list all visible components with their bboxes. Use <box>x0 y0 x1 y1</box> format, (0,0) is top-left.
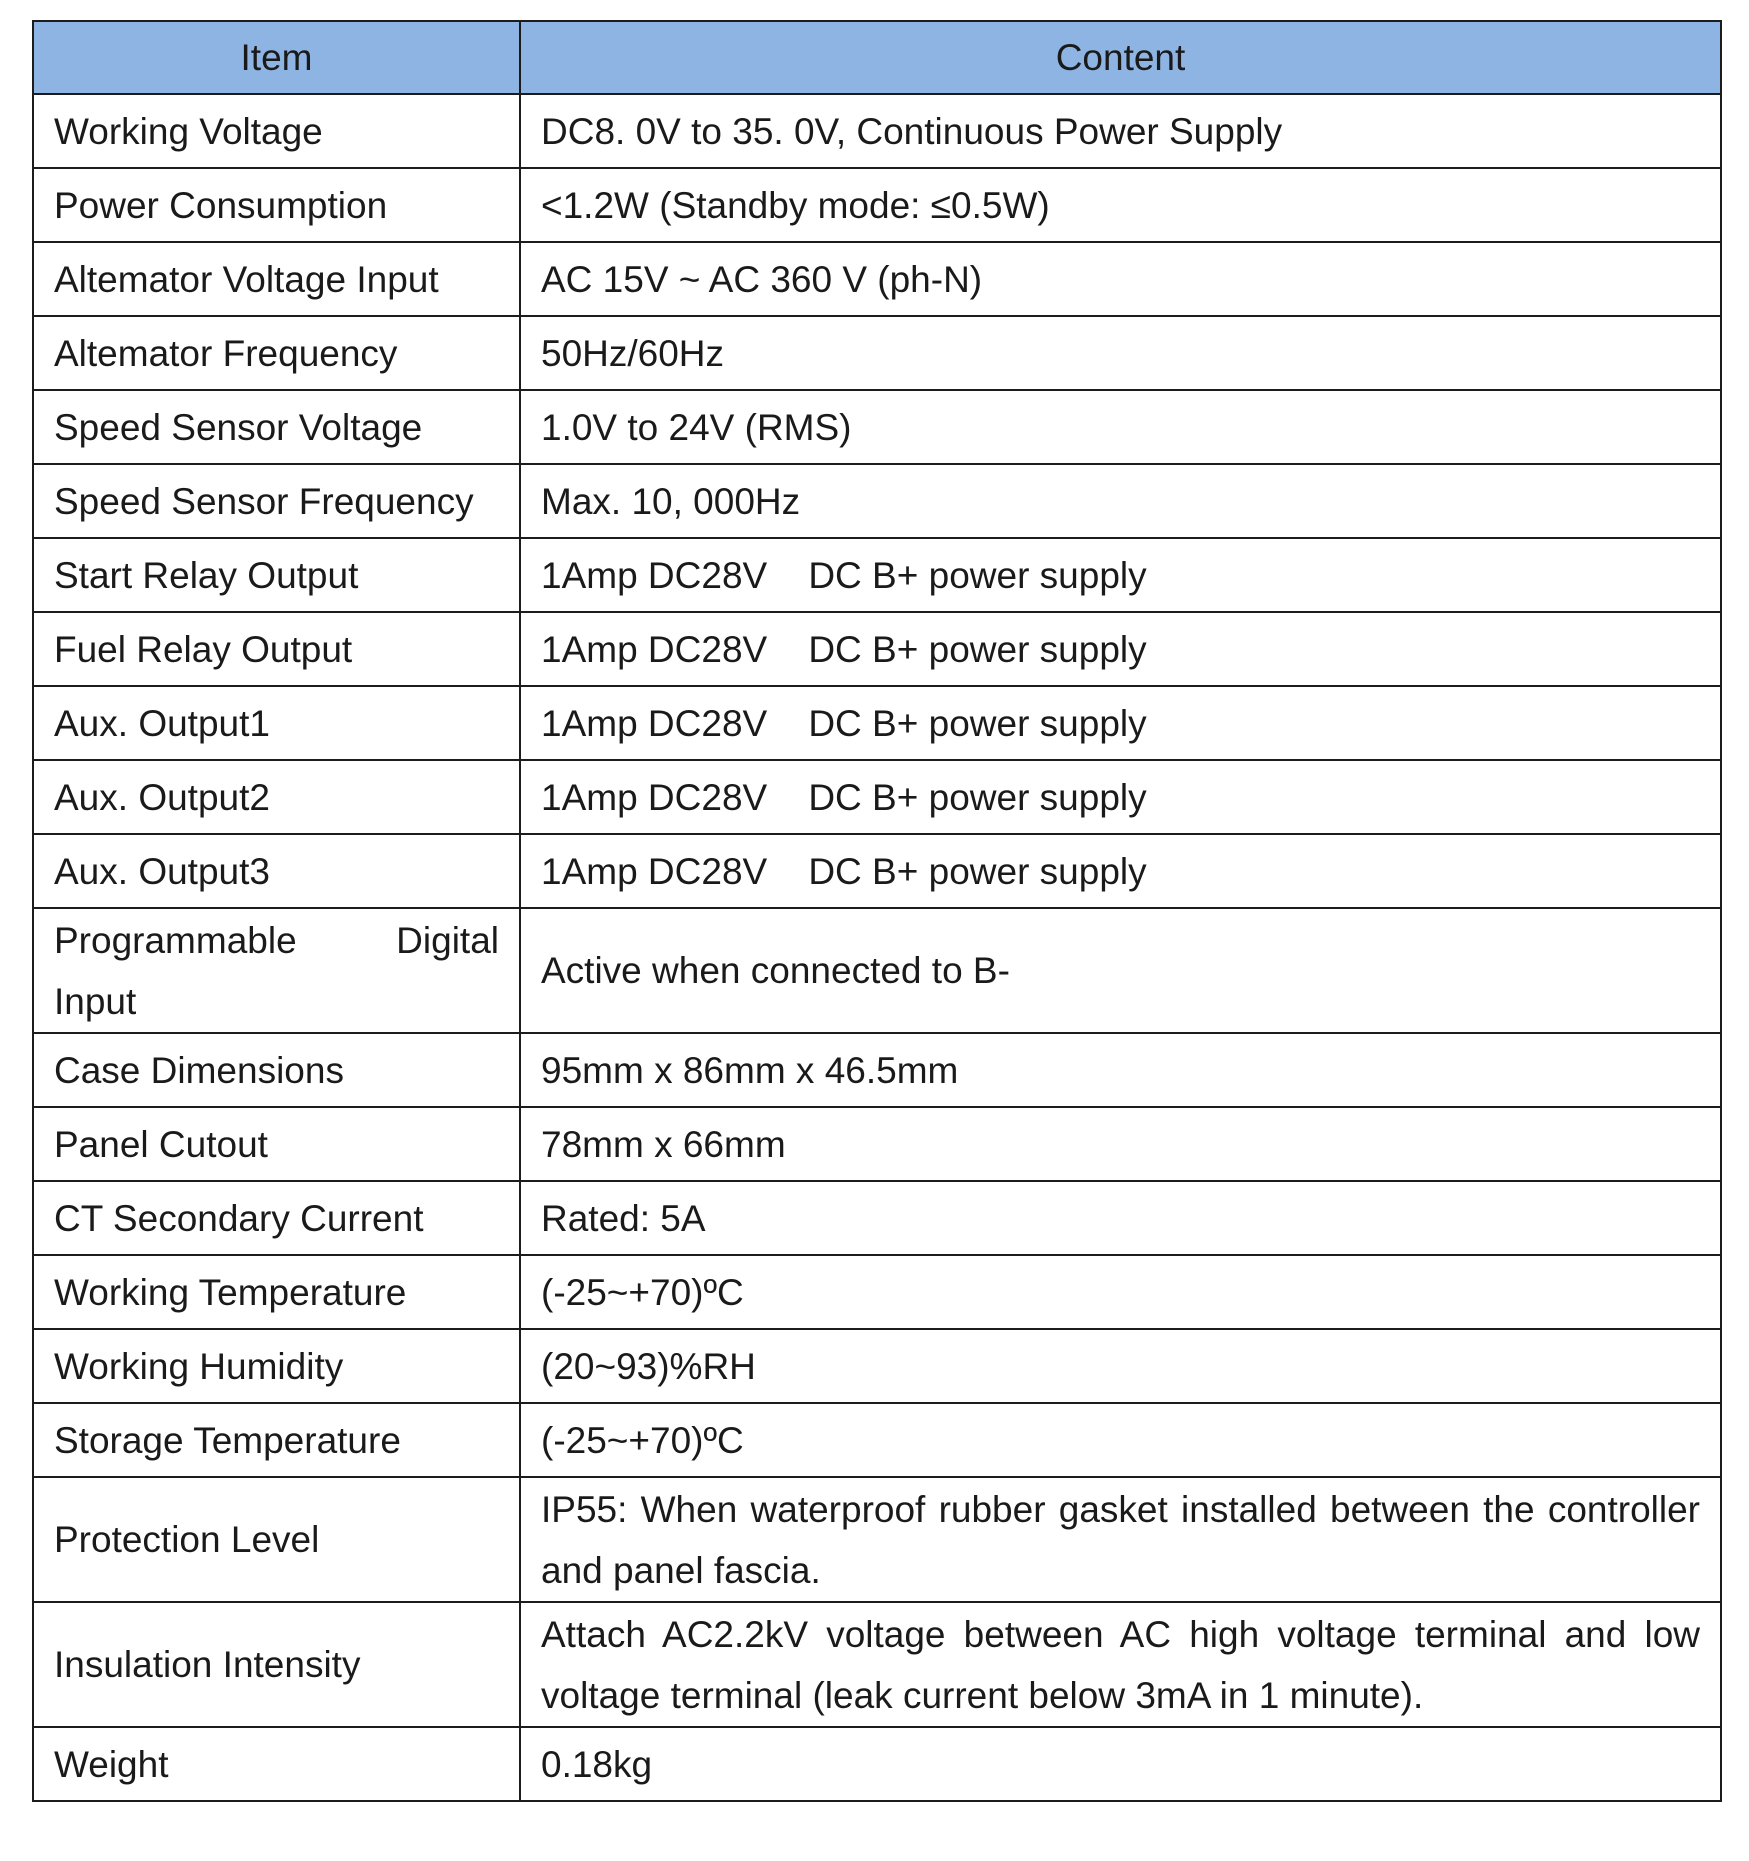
cell-content: Max. 10, 000Hz <box>520 464 1721 538</box>
table-row <box>33 1727 1721 1801</box>
cell-item: Altemator Frequency <box>33 316 520 390</box>
table-row <box>33 94 1721 168</box>
cell-item: Start Relay Output <box>33 538 520 612</box>
cell-content: (20~93)%RH <box>520 1329 1721 1403</box>
cell-item: Storage Temperature <box>33 1403 520 1477</box>
specifications-table <box>32 20 1722 1802</box>
table-row <box>33 760 1721 834</box>
cell-item: Insulation Intensity <box>33 1602 520 1727</box>
cell-item: Speed Sensor Frequency <box>33 464 520 538</box>
table-row <box>33 908 1721 1033</box>
cell-content <box>520 686 1721 760</box>
cell-content: 50Hz/60Hz <box>520 316 1721 390</box>
cell-item: Working Voltage <box>33 94 520 168</box>
cell-content-text: 1Amp DC28V DC B+ power supply <box>541 702 1147 744</box>
table-row <box>33 316 1721 390</box>
cell-content: Rated: 5A <box>520 1181 1721 1255</box>
cell-item: CT Secondary Current <box>33 1181 520 1255</box>
cell-item: Weight <box>33 1727 520 1801</box>
table-row <box>33 1181 1721 1255</box>
table-row <box>33 538 1721 612</box>
cell-item: Altemator Voltage Input <box>33 242 520 316</box>
table-row <box>33 834 1721 908</box>
table-row <box>33 1033 1721 1107</box>
cell-content: AC 15V ~ AC 360 V (ph-N) <box>520 242 1721 316</box>
header-content: Content <box>520 21 1721 94</box>
cell-item: Programmable Digital Input <box>33 908 520 1033</box>
cell-content-text: 1Amp DC28V DC B+ power supply <box>541 776 1147 818</box>
table-row <box>33 168 1721 242</box>
cell-content <box>520 760 1721 834</box>
table-row <box>33 1329 1721 1403</box>
cell-content: <1.2W (Standby mode: ≤0.5W) <box>520 168 1721 242</box>
table-row <box>33 242 1721 316</box>
header-item: Item <box>33 21 520 94</box>
cell-item: Working Humidity <box>33 1329 520 1403</box>
cell-item: Speed Sensor Voltage <box>33 390 520 464</box>
cell-item: Aux. Output3 <box>33 834 520 908</box>
cell-content <box>520 612 1721 686</box>
cell-content-text: 1Amp DC28V DC B+ power supply <box>541 554 1147 596</box>
cell-content: 78mm x 66mm <box>520 1107 1721 1181</box>
cell-content: Attach AC2.2kV voltage between AC high voltage terminal and low voltage terminal (leak current below 3mA in 1 minute). <box>520 1602 1721 1727</box>
cell-content: 1.0V to 24V (RMS) <box>520 390 1721 464</box>
cell-content: DC8. 0V to 35. 0V, Continuous Power Supply <box>520 94 1721 168</box>
cell-content: (-25~+70)ºC <box>520 1403 1721 1477</box>
cell-content: (-25~+70)ºC <box>520 1255 1721 1329</box>
table-row <box>33 1255 1721 1329</box>
table-row <box>33 390 1721 464</box>
cell-content <box>520 538 1721 612</box>
cell-item: Power Consumption <box>33 168 520 242</box>
cell-item: Fuel Relay Output <box>33 612 520 686</box>
cell-item: Panel Cutout <box>33 1107 520 1181</box>
cell-item: Aux. Output1 <box>33 686 520 760</box>
cell-content-text: 1Amp DC28V DC B+ power supply <box>541 628 1147 670</box>
cell-item: Protection Level <box>33 1477 520 1602</box>
cell-content: 0.18kg <box>520 1727 1721 1801</box>
cell-content-text: 1Amp DC28V DC B+ power supply <box>541 850 1147 892</box>
cell-content: Active when connected to B- <box>520 908 1721 1033</box>
cell-content: IP55: When waterproof rubber gasket installed between the controller and panel fascia. <box>520 1477 1721 1602</box>
cell-item: Case Dimensions <box>33 1033 520 1107</box>
table-row <box>33 464 1721 538</box>
table-row <box>33 686 1721 760</box>
table-header-row <box>33 21 1721 94</box>
cell-content <box>520 834 1721 908</box>
cell-content: 95mm x 86mm x 46.5mm <box>520 1033 1721 1107</box>
cell-item: Working Temperature <box>33 1255 520 1329</box>
table-row <box>33 612 1721 686</box>
table-row <box>33 1477 1721 1602</box>
table-row <box>33 1403 1721 1477</box>
table-row <box>33 1107 1721 1181</box>
table-row <box>33 1602 1721 1727</box>
cell-item: Aux. Output2 <box>33 760 520 834</box>
